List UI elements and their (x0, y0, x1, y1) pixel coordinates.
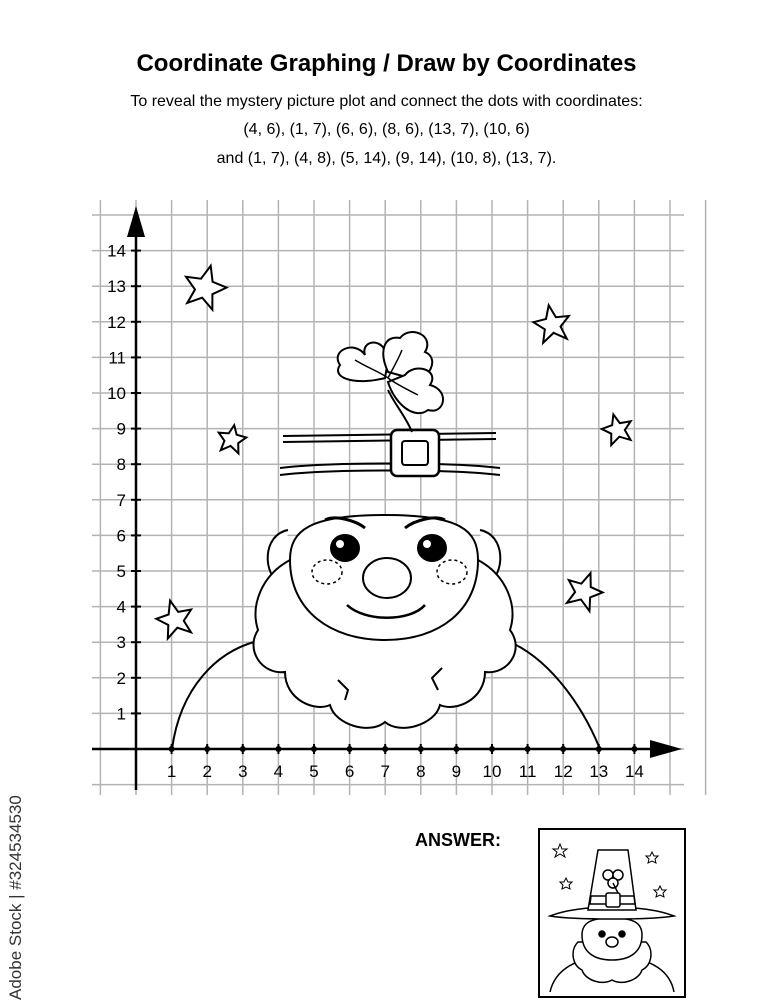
y-tick-label: 10 (107, 384, 126, 403)
instruction-text: To reveal the mystery picture plot and connect the dots with coordinates: (130, 93, 643, 110)
answer-right-eye (619, 931, 625, 937)
hat-band-top (283, 433, 496, 436)
answer-buckle (606, 893, 620, 907)
right-eye (418, 535, 446, 561)
x-tick-label: 4 (273, 762, 284, 781)
star-icon (654, 886, 666, 897)
x-tick-label: 7 (380, 762, 390, 781)
x-tick-label: 2 (202, 762, 212, 781)
x-tick-dot (347, 746, 353, 752)
x-tick-label: 14 (624, 762, 644, 781)
buckle-outer (391, 430, 439, 476)
x-tick-label: 9 (451, 762, 462, 781)
answer-thumbnail (538, 828, 686, 998)
coordinates-line-1: (4, 6), (1, 7), (6, 6), (8, 6), (13, 7), (10, 6) (243, 121, 530, 138)
x-tick-label: 13 (589, 762, 609, 781)
star-icon (553, 844, 567, 857)
x-tick-dot (489, 746, 495, 752)
page-title: Coordinate Graphing / Draw by Coordinates (136, 50, 637, 77)
y-tick-label: 6 (116, 526, 126, 546)
stock-id-text: Adobe Stock | #324534530 (6, 795, 25, 1000)
y-tick-label: 7 (116, 490, 126, 510)
right-eye-highlight (423, 540, 431, 548)
nose (363, 558, 411, 598)
left-eye (331, 535, 359, 561)
x-tick-dot (631, 746, 637, 752)
x-tick-label: 6 (344, 762, 355, 781)
x-tick-label: 12 (553, 762, 573, 781)
x-tick-label: 5 (309, 762, 319, 781)
y-tick-label: 5 (116, 562, 126, 581)
coordinates-line-2: and (1, 7), (4, 8), (5, 14), (9, 14), (10, 8), (13, 7). (216, 150, 557, 167)
x-tick-dot (311, 746, 317, 752)
y-tick-label: 2 (116, 668, 126, 688)
y-tick-label: 11 (108, 348, 126, 368)
hat-band-top-inner (283, 439, 496, 442)
x-tick-dot (596, 746, 602, 752)
x-tick-label: 8 (416, 762, 426, 781)
x-tick-dot (453, 746, 459, 752)
x-tick-dot (275, 746, 281, 752)
x-tick-dot (560, 746, 566, 752)
x-axis-arrow-icon (650, 740, 682, 758)
x-tick-dot (525, 746, 531, 752)
x-tick-dot (169, 746, 175, 752)
star-icon (560, 878, 572, 889)
y-tick-label: 1 (116, 704, 126, 724)
star-icon (153, 596, 197, 640)
y-tick-label: 4 (116, 597, 126, 617)
y-tick-label: 12 (107, 312, 126, 332)
answer-picture (540, 830, 684, 996)
answer-label: ANSWER: (415, 830, 501, 850)
x-tick-label: 10 (482, 762, 502, 781)
x-tick-dot (418, 746, 424, 752)
y-tick-label: 14 (107, 241, 126, 261)
y-tick-label: 3 (116, 633, 126, 653)
left-shoulder-line (172, 640, 262, 749)
star-icon (646, 852, 658, 863)
x-tick-dot (240, 746, 246, 752)
stock-watermark-id (6, 760, 28, 1000)
y-tick-label: 8 (116, 455, 126, 475)
x-tick-dot (204, 746, 210, 752)
y-tick-label: 9 (116, 419, 126, 439)
x-tick-label: 3 (238, 762, 248, 781)
x-tick-label: 11 (518, 762, 537, 781)
star-icon (531, 302, 573, 344)
right-shoulder-line (505, 640, 600, 749)
clover-leaf-top-left (338, 343, 388, 382)
y-tick-label: 13 (107, 277, 126, 297)
x-tick-dot (382, 746, 388, 752)
left-eye-highlight (336, 540, 344, 548)
x-tick-label: 1 (166, 762, 177, 781)
y-axis-arrow-icon (127, 206, 145, 237)
answer-left-eye (599, 931, 605, 937)
answer-nose (606, 937, 618, 947)
